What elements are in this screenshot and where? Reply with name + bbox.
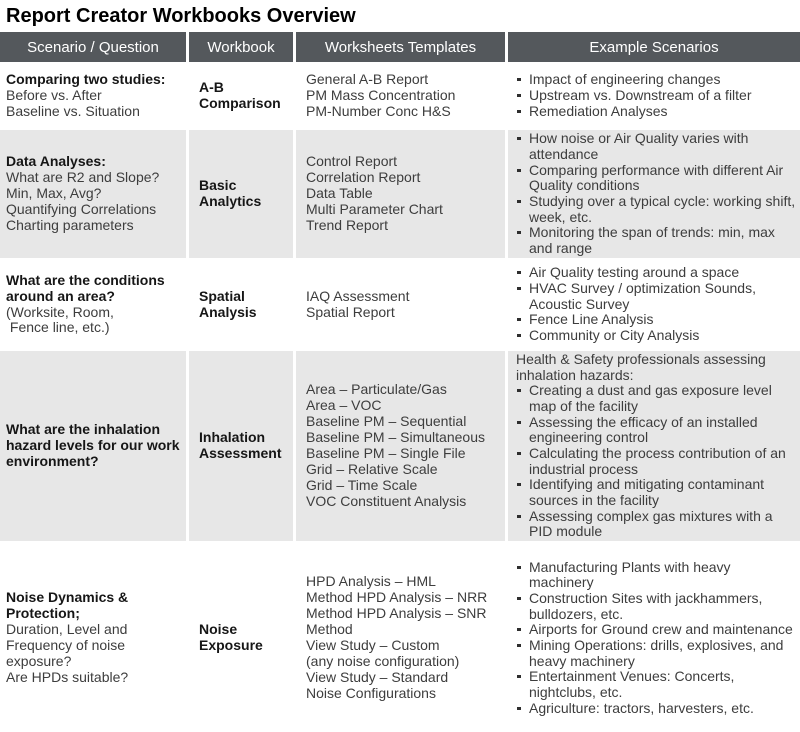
example-bullet-item: HVAC Survey / optimization Sounds, Acoustic Survey — [516, 281, 798, 312]
cell-worksheets-noise — [296, 544, 505, 732]
cell-workbook-spatial: Spatial Analysis — [189, 261, 293, 348]
cell-workbook-ab: A-B Comparison — [189, 65, 293, 127]
example-bullet-item: Agriculture: tractors, harvesters, etc. — [516, 701, 798, 717]
worksheet-line: Area – Particulate/Gas — [306, 381, 447, 398]
example-bullet-item: Entertainment Venues: Concerts, nightclubs, etc. — [516, 669, 798, 700]
worksheet-line: IAQ Assessment — [306, 287, 410, 304]
scenario-line: Duration, Level and — [6, 621, 128, 638]
scenario-line: Fence line, etc.) — [6, 319, 110, 336]
scenario-heading: What are the inhalation hazard levels for our work environment? — [6, 421, 184, 469]
cell-worksheets-inhalation — [296, 351, 505, 541]
worksheet-line: Spatial Report — [306, 303, 395, 320]
workbooks-table — [0, 32, 800, 732]
example-bullet-item: Comparing performance with different Air Quality conditions — [516, 163, 798, 194]
examples-list — [516, 383, 798, 540]
worksheet-line: PM-Number Conc H&S — [306, 102, 451, 119]
example-bullet-item: Creating a dust and gas exposure level map of the facility — [516, 383, 798, 414]
worksheet-line: VOC Constituent Analysis — [306, 492, 467, 509]
example-bullet-item: Remediation Analyses — [516, 104, 798, 120]
example-bullet-item: Assessing complex gas mixtures with a PID module — [516, 509, 798, 540]
cell-examples-noise — [508, 544, 800, 732]
cell-scenario-analytics — [0, 130, 186, 258]
example-bullet-item: Manufacturing Plants with heavy machinery — [516, 560, 798, 591]
example-bullet-item: Assessing the efficacy of an installed engineering control — [516, 415, 798, 446]
scenario-heading: Comparing two studies: — [6, 71, 166, 88]
cell-scenario-ab — [0, 65, 186, 127]
worksheet-line: Area – VOC — [306, 397, 382, 414]
worksheet-line: Grid – Relative Scale — [306, 460, 438, 477]
cell-scenario-spatial — [0, 261, 186, 348]
worksheet-line: Baseline PM – Simultaneous — [306, 429, 485, 446]
example-bullet-item: Upstream vs. Downstream of a filter — [516, 88, 798, 104]
worksheet-line: HPD Analysis – HML — [306, 573, 436, 590]
worksheet-line: View Study – Standard — [306, 668, 449, 685]
worksheet-line: Data Table — [306, 185, 373, 202]
worksheet-line: Baseline PM – Sequential — [306, 413, 467, 430]
cell-worksheets-spatial — [296, 261, 505, 348]
example-bullet-item: Identifying and mitigating contaminant sources in the facility — [516, 477, 798, 508]
scenario-line: Frequency of noise — [6, 637, 126, 653]
worksheet-line: Method HPD Analysis – SNR — [306, 605, 487, 622]
scenario-line: What are R2 and Slope? — [6, 169, 160, 186]
scenario-line: Baseline vs. Situation — [6, 102, 140, 119]
column-header-examples: Example Scenarios — [508, 32, 800, 62]
example-bullet-item: Air Quality testing around a space — [516, 265, 798, 281]
cell-workbook-analytics: Basic Analytics — [189, 130, 293, 258]
worksheet-line: Baseline PM – Single File — [306, 445, 466, 461]
scenario-line: exposure? — [6, 652, 72, 669]
page-title: Report Creator Workbooks Overview — [6, 5, 356, 27]
example-bullet-item: Mining Operations: drills, explosives, and heavy machinery — [516, 638, 798, 669]
example-bullet-item: Construction Sites with jackhammers, bulldozers, etc. — [516, 591, 798, 622]
example-bullet-item: Airports for Ground crew and maintenance — [516, 622, 798, 638]
scenario-lines — [6, 622, 182, 686]
cell-examples-inhalation — [508, 351, 800, 541]
column-header-workbook: Workbook — [189, 32, 293, 62]
cell-examples-analytics — [508, 130, 800, 258]
scenario-line: Before vs. After — [6, 87, 102, 104]
scenario-line: Min, Max, Avg? — [6, 185, 102, 202]
example-bullet-item: Studying over a typical cycle: working shift, week, etc. — [516, 194, 798, 225]
scenario-line: (Worksite, Room, — [6, 303, 114, 320]
cell-examples-spatial — [508, 261, 800, 348]
scenario-line: Quantifying Correlations — [6, 200, 157, 217]
scenario-heading: What are the conditions around an area? — [6, 271, 169, 304]
worksheet-line: View Study – Custom — [306, 637, 440, 653]
worksheet-line: Trend Report — [306, 216, 388, 233]
worksheet-line: Method — [306, 621, 353, 638]
scenario-lines — [6, 170, 182, 234]
cell-worksheets-analytics — [296, 130, 505, 258]
example-bullet-item: Community or City Analysis — [516, 328, 798, 344]
scenario-line: Charting parameters — [6, 216, 134, 233]
example-bullet-item: Impact of engineering changes — [516, 72, 798, 88]
example-bullet-item: How noise or Air Quality varies with attendance — [516, 131, 798, 162]
worksheet-line: General A-B Report — [306, 71, 429, 88]
worksheet-line: Method HPD Analysis – NRR — [306, 589, 488, 606]
worksheet-line: Multi Parameter Chart — [306, 200, 443, 217]
cell-workbook-inhalation: Inhalation Assessment — [189, 351, 293, 541]
worksheet-line: (any noise configuration) — [306, 652, 460, 669]
scenario-heading: Noise Dynamics & Protection; — [6, 589, 133, 622]
worksheet-line: Control Report — [306, 153, 398, 170]
worksheet-line: Grid – Time Scale — [306, 476, 418, 493]
scenario-heading: Data Analyses: — [6, 153, 106, 170]
column-header-worksheets: Worksheets Templates — [296, 32, 505, 62]
scenario-line: Are HPDs suitable? — [6, 668, 129, 685]
worksheet-line: Correlation Report — [306, 169, 421, 186]
scenario-lines — [6, 305, 182, 337]
column-header-scenario: Scenario / Question — [0, 32, 186, 62]
cell-workbook-noise: Noise Exposure — [189, 544, 293, 732]
example-bullet-item: Monitoring the span of trends: min, max and range — [516, 225, 798, 256]
example-bullet-item: Calculating the process contribution of an industrial process — [516, 446, 798, 477]
example-bullet-item: Fence Line Analysis — [516, 312, 798, 328]
cell-scenario-noise — [0, 544, 186, 732]
cell-examples-ab — [508, 65, 800, 127]
examples-intro: Health & Safety professionals assessing inhalation hazards: — [516, 351, 770, 383]
scenario-lines — [6, 88, 182, 120]
worksheet-line: PM Mass Concentration — [306, 87, 456, 104]
cell-scenario-inhalation — [0, 351, 186, 541]
cell-worksheets-ab — [296, 65, 505, 127]
worksheet-line: Noise Configurations — [306, 684, 436, 701]
